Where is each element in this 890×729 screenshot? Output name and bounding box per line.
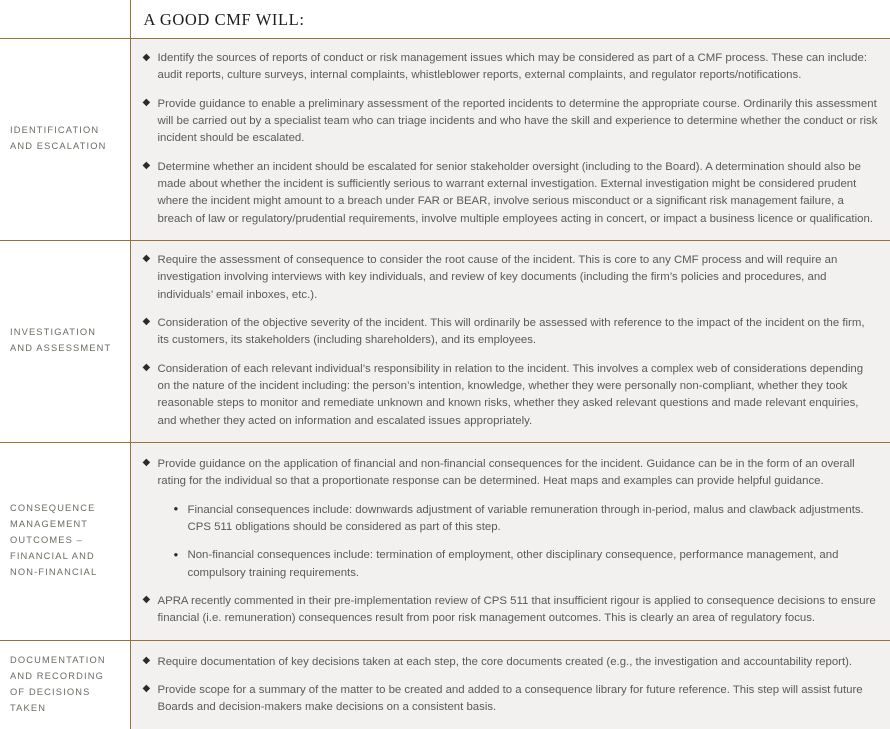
bullet-text: Require the assessment of consequence to consider the root cause of the incident. This is core to any CMF process and will require an investigation involving interviews with key individuals, and review of key documents (including the firm’s policies and procedures, and individuals’ email inboxes, etc.).: [158, 254, 838, 301]
diamond-bullet-icon: ◆: [143, 50, 151, 66]
diamond-bullet-icon: ◆: [143, 251, 151, 267]
bullet-text: Require documentation of key decisions taken at each step, the core documents created (e.g., the investigation and accountability report).: [158, 656, 853, 668]
bullet-text: Consideration of the objective severity of the incident. This will ordinarily be assessed with reference to the impact of the incident on the firm, its customers, its stakeholders (including shareholders), and its employees.: [158, 317, 865, 346]
round-bullet-icon: ●: [174, 547, 179, 564]
bullet-item: [143, 252, 879, 304]
table-row: [0, 640, 890, 728]
row-label: INVESTIGATION AND ASSESSMENT: [10, 325, 122, 357]
bullet-list: [143, 50, 879, 228]
bullet-item: [143, 456, 879, 582]
diamond-bullet-icon: ◆: [143, 158, 151, 174]
bullet-text: Consideration of each relevant individual’s responsibility in relation to the incident. This involves a complex web of considerations depending on the nature of the incident including: the person’s intention, knowledge, whether they were personally non-compliant, whether they took reasonable steps to monitor and remediate unknown and known risks, whether they asked relevant questions and made relevant enquiries, and whether they acted on information and escalated issues appropriately.: [158, 363, 864, 427]
bullet-text: Provide scope for a summary of the matter to be created and added to a consequence library for future reference. This step will assist future Boards and decision-makers make decisions on a consistent basis.: [158, 684, 863, 713]
bullet-item: [143, 50, 879, 85]
bullet-list: [143, 252, 879, 430]
table-row: [0, 442, 890, 640]
diamond-bullet-icon: ◆: [143, 592, 151, 608]
row-label-cell-identification: [0, 39, 130, 241]
page-title: A GOOD CMF WILL:: [144, 11, 890, 29]
bullet-item: [143, 654, 879, 671]
header-title-cell: [130, 0, 890, 39]
row-content-cell-identification: [130, 39, 890, 241]
row-label-cell-consequence: [0, 442, 130, 640]
header-corner-cell: [0, 0, 130, 39]
subbullet-item: [174, 547, 879, 582]
diamond-bullet-icon: ◆: [143, 653, 151, 669]
bullet-item: [143, 593, 879, 628]
row-content-cell-documentation: [130, 640, 890, 728]
subbullet-item: [174, 502, 879, 537]
round-bullet-icon: ●: [174, 501, 179, 518]
row-label: CONSEQUENCE MANAGEMENT OUTCOMES – FINANCIAL AND NON-FINANCIAL: [10, 501, 122, 581]
bullet-item: [143, 96, 879, 148]
subbullet-text: Financial consequences include: downwards adjustment of variable remuneration through in-period, malus and clawback adjustments. CPS 511 obligations should be considered as part of this step.: [188, 504, 864, 533]
diamond-bullet-icon: ◆: [143, 95, 151, 111]
bullet-text: Identify the sources of reports of conduct or risk management issues which may be considered as part of a CMF process. These can include: audit reports, culture surveys, internal complaints, whistleblower reports, external complaints, and regulator reports/notifications.: [158, 52, 868, 81]
table-row: [0, 240, 890, 442]
table-header-row: [0, 0, 890, 39]
table-row: [0, 39, 890, 241]
bullet-item: [143, 361, 879, 430]
row-label-cell-documentation: [0, 640, 130, 728]
bullet-text: Provide guidance to enable a preliminary assessment of the reported incidents to determine the appropriate course. Ordinarily this assessment will be carried out by a specialist team who can triage incidents and who have the skill and experience to determine whether the conduct or risk incident should be escalated.: [158, 98, 878, 145]
bullet-text: Provide guidance on the application of financial and non-financial consequences for the incident. Guidance can be in the form of an overall rating for the individual so that a proportionate response can be determined. Heat maps and examples can provide helpful guidance.: [158, 458, 855, 487]
diamond-bullet-icon: ◆: [143, 314, 151, 330]
subbullet-text: Non-financial consequences include: termination of employment, other disciplinary consequence, performance management, and compulsory training requirements.: [188, 549, 839, 578]
diamond-bullet-icon: ◆: [143, 455, 151, 471]
bullet-item: [143, 159, 879, 228]
bullet-item: [143, 315, 879, 350]
row-label: IDENTIFICATION AND ESCALATION: [10, 123, 122, 155]
bullet-text: Determine whether an incident should be escalated for senior stakeholder oversight (including to the Board). A determination should also be made about whether the incident is sufficiently serious to warrant external investigation. External investigation might be considered prudent where the incident might amount to a breach under FAR or BEAR, involve serious misconduct or a significant risk management failure, a breach of law or regulatory/prudential requirements, involve multiple employees acting in concert, or impact a business licence or qualification.: [158, 161, 873, 225]
diamond-bullet-icon: ◆: [143, 360, 151, 376]
diamond-bullet-icon: ◆: [143, 681, 151, 697]
row-label-cell-investigation: [0, 240, 130, 442]
subbullet-list: [158, 502, 879, 582]
bullet-item: [143, 682, 879, 717]
row-content-cell-investigation: [130, 240, 890, 442]
row-content-cell-consequence: [130, 442, 890, 640]
bullet-text: APRA recently commented in their pre-implementation review of CPS 511 that insufficient rigour is applied to consequence decisions to ensure financial (i.e. remuneration) consequences result from poor risk management outcomes. This is clearly an area of regulatory focus.: [158, 595, 876, 624]
bullet-list: [143, 456, 879, 628]
row-label: DOCUMENTATION AND RECORDING OF DECISIONS TAKEN: [10, 653, 122, 717]
bullet-list: [143, 654, 879, 717]
